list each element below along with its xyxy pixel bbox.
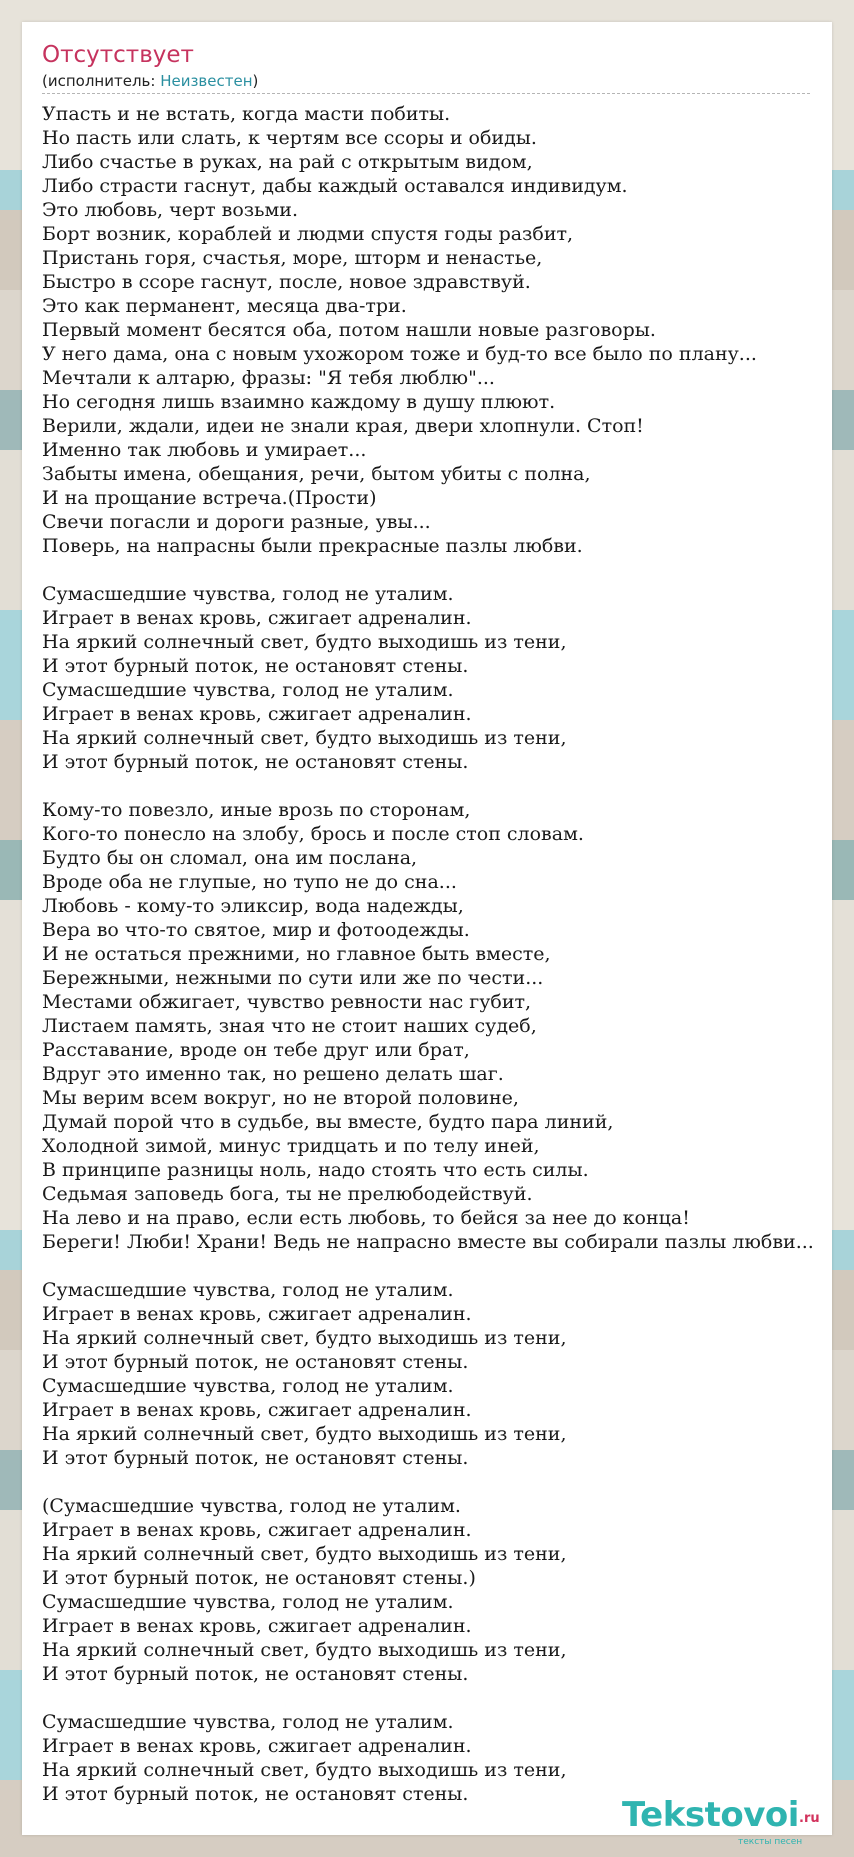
artist-suffix: ) [252,72,259,90]
site-logo[interactable] [622,1795,832,1847]
artist-line [42,72,810,94]
lyrics-text: Упасть и не встать, когда масти побиты. Но пасть или слать, к чертям все ссоры и обиды. Либо счастье в руках, на рай с открытым видом, Либо страсти гаснут, дабы каждый оставался индивидум. Это любовь, черт возьми. Борт возник, кораблей и людми спустя годы разбит, Пристань горя, счастья, море, шторм и ненастье, Быстро в ссоре гаснут, после, новое здравствуй. Это как перманент, месяца два-три. Первый момент бесятся оба, потом нашли новые разговоры. У него дама, она с новым ухожором тоже и буд-то все было по плану... Мечтали к алтарю, фразы: "Я тебя люблю"... Но сегодня лишь взаимно каждому в душу плюют. Верили, ждали, идеи не знали края, двери хлопнули. Стоп! Именно так любовь и умирает... Забыты имена, обещания, речи, бытом убиты с полна, И на прощание встреча.(Прости) Свечи погасли и дороги разные, увы... Поверь, на напрасны были прекрасные пазлы любви. Сумасшедшие чувства, голод не уталим. Играет в венах кровь, сжигает адреналин. На яркий солнечный свет, будто выходишь из тени, И этот бурный поток, не остановят стены. Сумасшедшие чувства, голод не уталим. Играет в венах кровь, сжигает адреналин. На яркий солнечный свет, будто выходишь из тени, И этот бурный поток, не остановят стены. Кому-то повезло, иные врозь по сторонам, Кого-то понесло на злобу, брось и после стоп словам. Будто бы он сломал, она им послана, Вроде оба не глупые, но тупо не до сна... Любовь - кому-то эликсир, вода надежды, Вера во что-то святое, мир и фотоодежды. И не остаться прежними, но главное быть вместе, Бережными, нежными по сути или же по чести... Местами обжигает, чувство ревности нас губит, Листаем память, зная что не стоит наших судеб, Расставание, вроде он тебе друг или брат, Вдруг это именно так, но решено делать шаг. Мы верим всем вокруг, но не второй половине, Думай порой что в судьбе, вы вместе, будто пара линий, Холодной зимой, минус тридцать и по телу иней, В принципе разницы ноль, надо стоять что есть силы. Седьмая заповедь бога, ты не прелюбодействуй. На лево и на право, если есть любовь, то бейся за нее до конца! Береги! Люби! Храни! Ведь не напрасно вместе вы собирали пазлы любви... Сумасшедшие чувства, голод не уталим. Играет в венах кровь, сжигает адреналин. На яркий солнечный свет, будто выходишь из тени, И этот бурный поток, не остановят стены. Сумасшедшие чувства, голод не уталим. Играет в венах кровь, сжигает адреналин. На яркий солнечный свет, будто выходишь из тени, И этот бурный поток, не остановят стены. (Сумасшедшие чувства, голод не уталим. Играет в венах кровь, сжигает адреналин. На яркий солнечный свет, будто выходишь из тени, И этот бурный поток, не остановят стены.) Сумасшедшие чувства, голод не уталим. Играет в венах кровь, сжигает адреналин. На яркий солнечный свет, будто выходишь из тени, И этот бурный поток, не остановят стены. Сумасшедшие чувства, голод не уталим. Играет в венах кровь, сжигает адреналин. На яркий солнечный свет, будто выходишь из тени, И этот бурный поток, не остановят стены. [42,103,814,1805]
song-title: Отсутствует [42,42,194,68]
artist-prefix: (исполнитель: [42,72,161,90]
logo-tagline: тексты песен [738,1837,803,1847]
artist-link[interactable]: Неизвестен [160,72,253,90]
logo-tld: .ru [799,1811,820,1826]
logo-name: Tekstovoi [622,1795,799,1835]
lyrics-card [22,22,832,1847]
